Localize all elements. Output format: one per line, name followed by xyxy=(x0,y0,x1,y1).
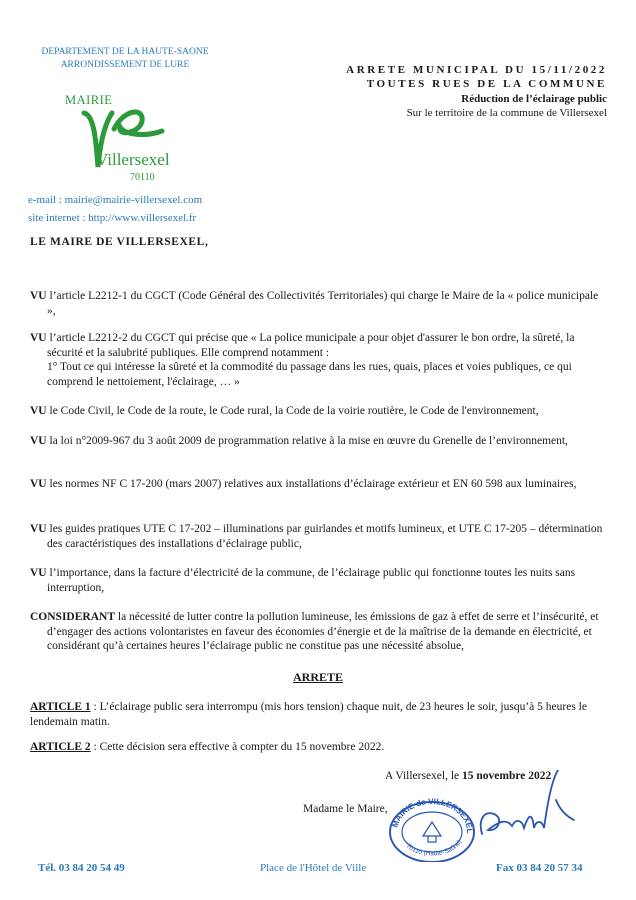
consideration-text: les guides pratiques UTE C 17-202 – illuminations par guirlandes et motifs lumineux, et UTE C 17-205 – détermination des caractéristiques des installations d’éclairage public, xyxy=(46,523,603,550)
department-header xyxy=(20,46,230,72)
decree-title: ARRETE MUNICIPAL DU 15/11/2022 xyxy=(346,64,607,76)
article-label: ARTICLE 2 xyxy=(30,741,91,753)
town-name: Villersexel xyxy=(96,150,170,169)
consideration-vu-1 xyxy=(30,289,608,318)
consideration-considerant xyxy=(30,610,608,654)
consideration-vu-4 xyxy=(30,434,608,449)
consideration-text: la loi n°2009-967 du 3 août 2009 de programmation relative à la mise en œuvre du Grenelle de l’environnement, xyxy=(46,435,568,447)
consideration-lead: VU xyxy=(30,332,47,344)
mairie-stamp-icon xyxy=(383,792,481,862)
consideration-vu-6 xyxy=(30,522,608,551)
consideration-lead: VU xyxy=(30,478,47,490)
article-1 xyxy=(30,700,608,729)
mairie-label: MAIRIE xyxy=(65,93,113,107)
consideration-vu-5 xyxy=(30,477,608,492)
website-link[interactable]: site internet : http://www.villersexel.fr xyxy=(28,212,197,224)
arrete-heading: ARRETE xyxy=(292,670,343,684)
footer-address: Place de l'Hôtel de Ville xyxy=(260,862,367,874)
article-text: : L’éclairage public sera interrompu (mis hors tension) chaque nuit, de 23 heures le soir, jusqu’à 5 heures le lendemain matin. xyxy=(30,701,587,728)
article-text: : Cette décision sera effective à compter du 15 novembre 2022. xyxy=(90,741,385,753)
decree-scope-title: TOUTES RUES DE LA COMMUNE xyxy=(366,78,607,90)
consideration-text: les normes NF C 17-200 (mars 2007) relatives aux installations d’éclairage extérieur et EN 60 598 aux luminaires, xyxy=(46,478,577,490)
maire-heading: LE MAIRE DE VILLERSEXEL, xyxy=(30,236,209,248)
footer-phone: Tél. 03 84 20 54 49 xyxy=(38,862,125,874)
consideration-vu-3 xyxy=(30,404,608,419)
article-label: ARTICLE 1 xyxy=(30,701,91,713)
signature-place: A Villersexel, le xyxy=(385,770,463,782)
consideration-lead: VU xyxy=(30,435,47,447)
arrondissement-name: ARRONDISSEMENT DE LURE xyxy=(60,60,190,70)
stamp-text: MAIRIE de VILLERSEXEL xyxy=(390,796,475,834)
consideration-text: 1° Tout ce qui intéresse la sûreté et la commodité du passage dans les rues, quais, places et voies publiques, ce qui comprend le nettoiement, l'éclairage, … » xyxy=(47,361,572,388)
consideration-vu-7 xyxy=(30,566,608,595)
consideration-text: l’importance, dans la facture d’électricité de la commune, de l’éclairage public qui fonctionne toutes les nuits sans interruption, xyxy=(46,567,576,594)
article-2 xyxy=(30,740,608,755)
consideration-text: l’article L2212-1 du CGCT (Code Général des Collectivités Territoriales) qui charge le Maire de la « police municipale », xyxy=(46,290,599,317)
consideration-lead: VU xyxy=(30,523,47,535)
consideration-lead: CONSIDERANT xyxy=(30,611,115,623)
consideration-lead: VU xyxy=(30,567,47,579)
consideration-vu-2 xyxy=(30,331,608,389)
footer-fax: Fax 03 84 20 57 34 xyxy=(496,862,583,874)
signature-role: Madame le Maire, xyxy=(303,803,388,815)
decree-subject: Réduction de l’éclairage public xyxy=(461,93,607,105)
mayor-signature-icon xyxy=(470,770,580,850)
consideration-text: l’article L2212-2 du CGCT qui précise que « La police municipale a pour objet d'assurer le bon ordre, la sûreté, la sécurité et la salubrité publiques. Elle comprend notamment : xyxy=(46,332,575,359)
consideration-text: la nécessité de lutter contre la pollution lumineuse, les émissions de gaz à effet de serre et l’insécurité, et d’engager des actions volontaristes en faveur des économies d’énergie et de la maîtrise de la demande en électricité, et considérant qu’à certaines heures l’éclairage public ne constitue pas une nécessité absolue, xyxy=(47,611,599,653)
stamp-subtext: 70110 (Haute-Saône) xyxy=(404,839,464,858)
consideration-lead: VU xyxy=(30,290,47,302)
department-name: DEPARTEMENT DE LA HAUTE-SAONE xyxy=(41,47,209,57)
decree-territory: Sur le territoire de la commune de Villersexel xyxy=(406,107,607,119)
email-link[interactable]: e-mail : mairie@mairie-villersexel.com xyxy=(28,194,203,206)
postal-code: 70110 xyxy=(130,172,155,183)
consideration-text: le Code Civil, le Code de la route, le Code rural, la Code de la voirie routière, le Code de l'environnement, xyxy=(46,405,539,417)
signature-date: 15 novembre 2022 xyxy=(462,770,552,782)
consideration-lead: VU xyxy=(30,405,47,417)
